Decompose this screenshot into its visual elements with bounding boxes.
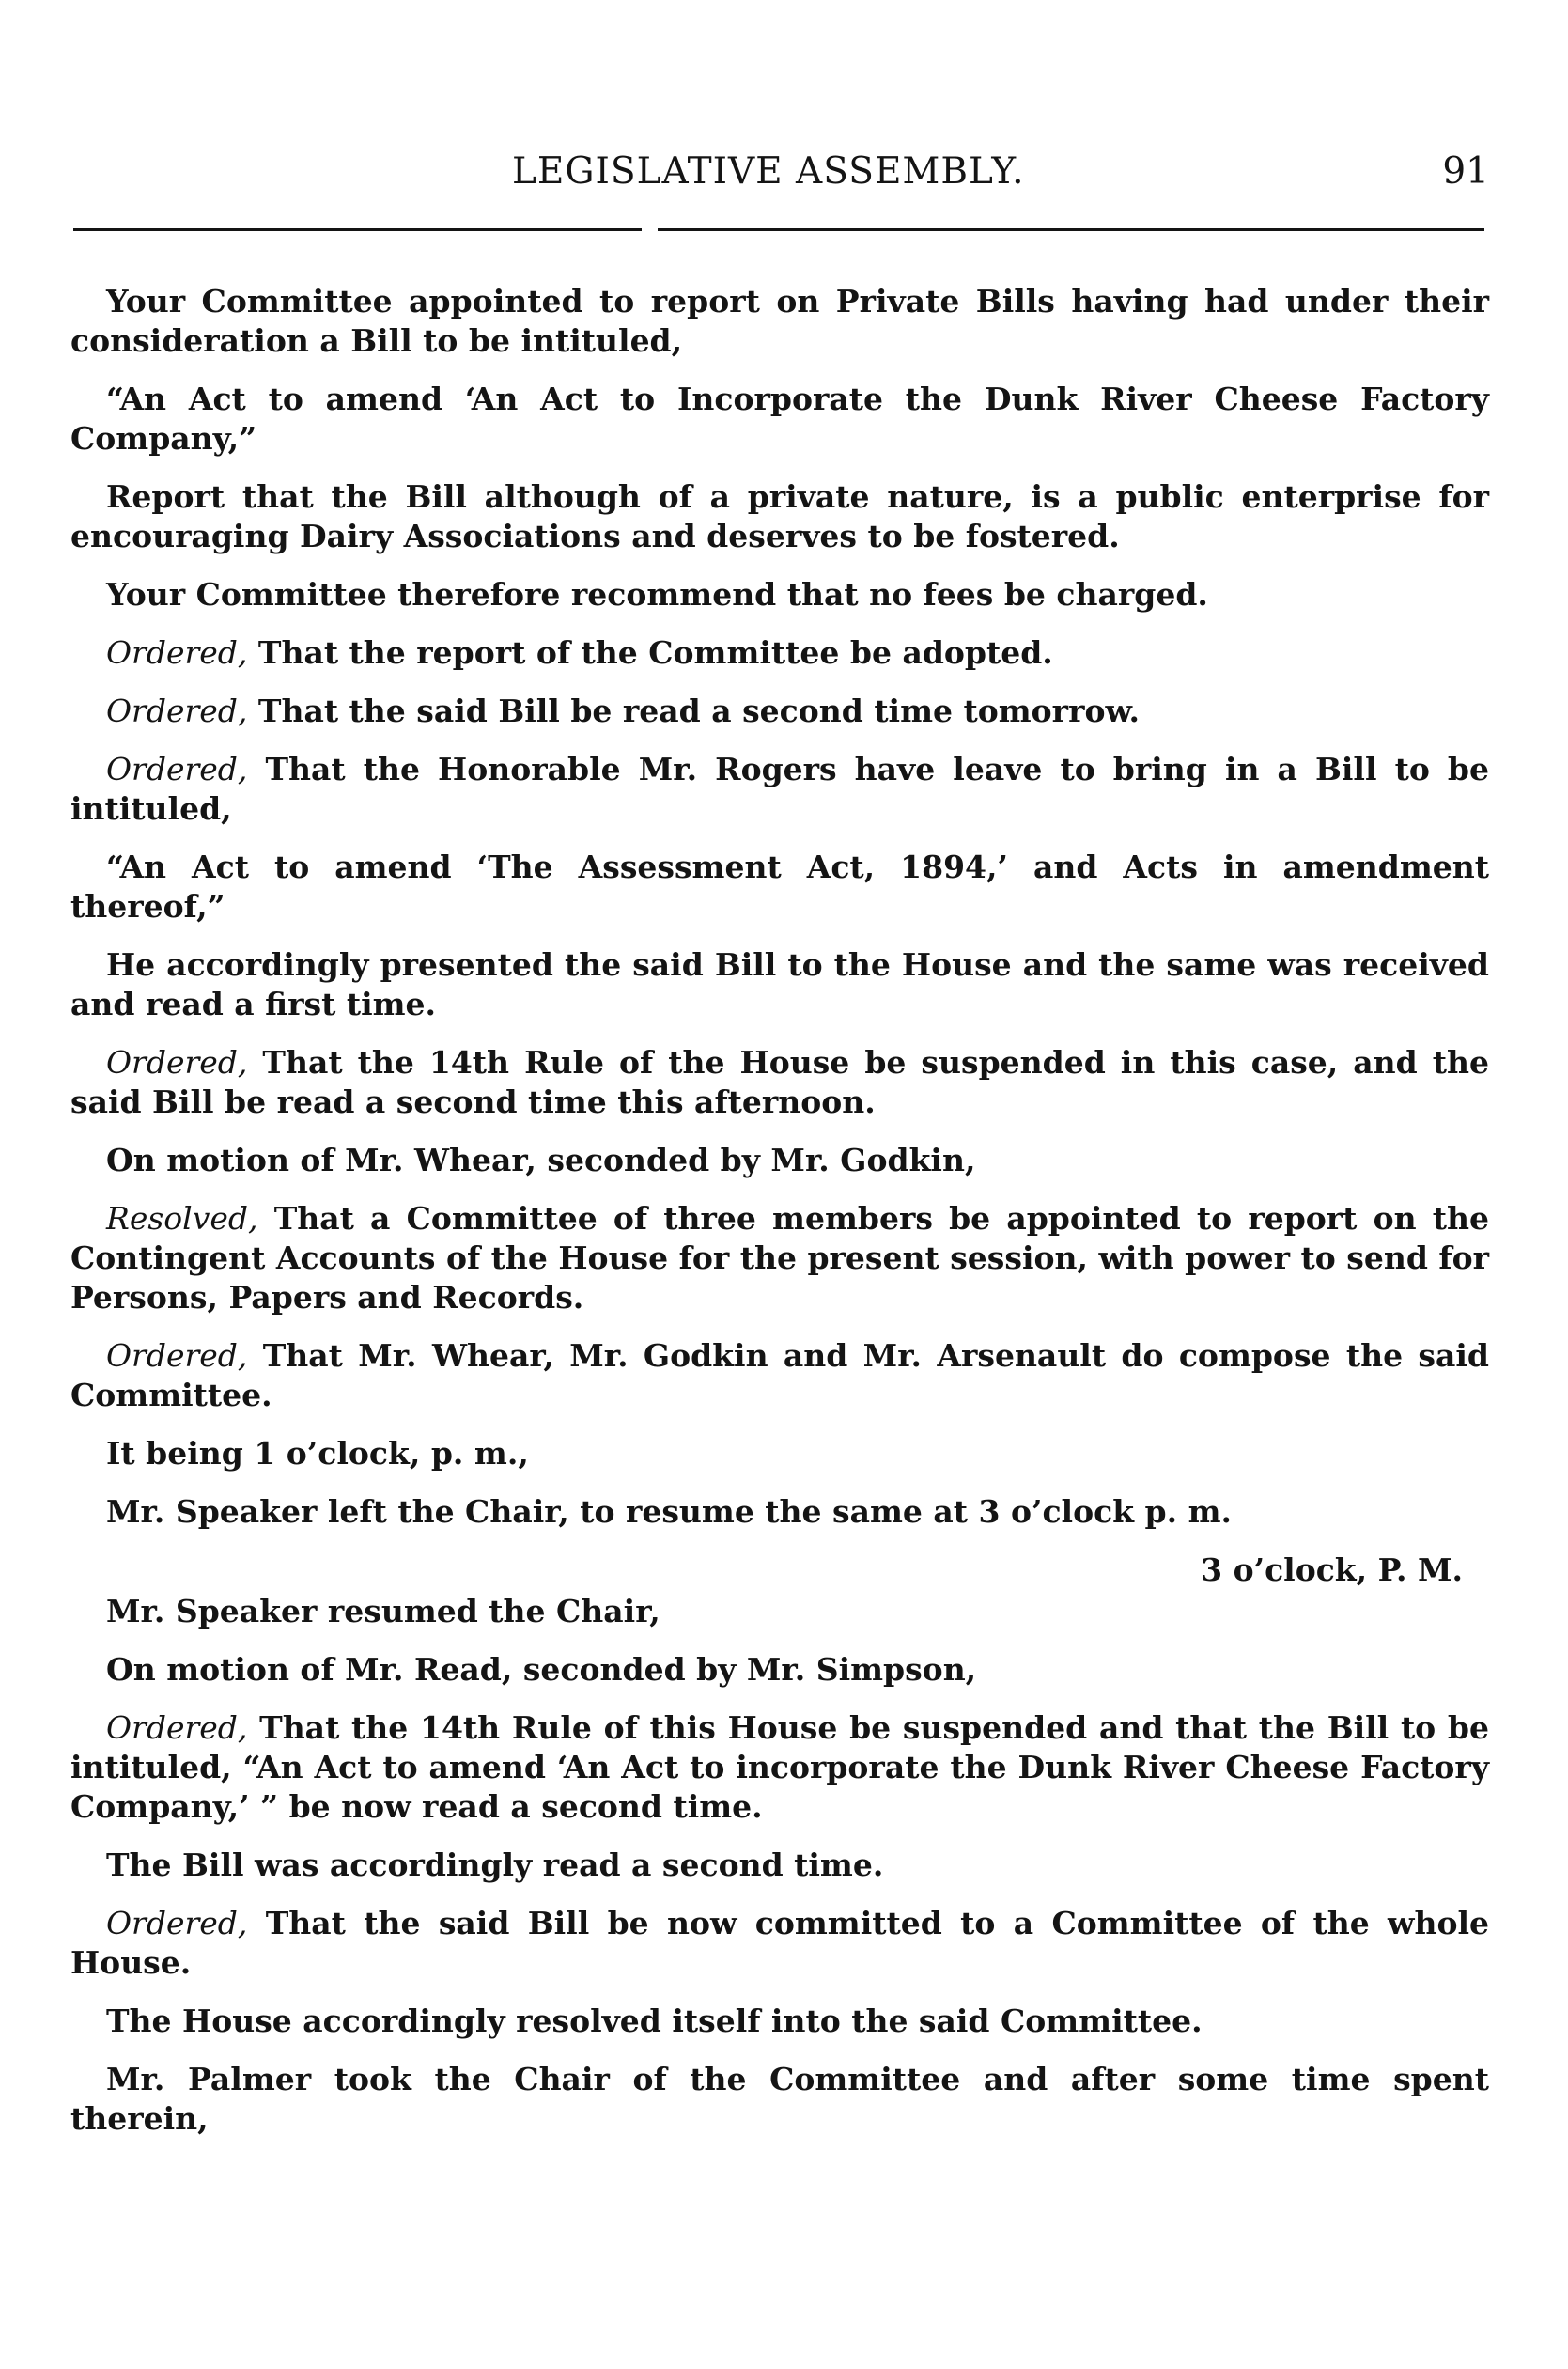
paragraph [70,848,1489,927]
paragraph-label: Ordered, [106,1905,248,1941]
page-number: 91 [1442,150,1489,193]
paragraph-text: Mr. Palmer took the Chair of the Committee and after some time spent therein, [70,2061,1489,2137]
paragraph-text: That the Honorable Mr. Rogers have leave to bring in a Bill to be intituled, [70,751,1489,827]
paragraph [70,1904,1489,1983]
paragraph [70,1592,1489,1631]
paragraph-label: Ordered, [106,1337,248,1374]
header-rule-left [73,228,642,231]
paragraph-text: Mr. Speaker left the Chair, to resume the same at 3 o’clock p. m. [106,1493,1232,1530]
paragraph-text: That Mr. Whear, Mr. Godkin and Mr. Arsenault do compose the said Committee. [70,1337,1489,1413]
paragraph-text: On motion of Mr. Read, seconded by Mr. Simpson, [106,1651,977,1688]
paragraph-text: The Bill was accordingly read a second time. [106,1847,884,1883]
paragraph-label: Ordered, [106,634,248,671]
paragraph-text: That the 14th Rule of the House be suspended in this case, and the said Bill be read a second time this afternoon. [70,1044,1489,1120]
header-rule-right [658,228,1484,231]
paragraph [70,945,1489,1024]
paragraph [70,2060,1489,2139]
paragraph-label: Resolved, [106,1200,258,1237]
paragraph-text: That the said Bill be read a second time tomorrow. [247,693,1141,729]
paragraph [70,1199,1489,1317]
paragraph-text: Your Committee appointed to report on Private Bills having had under their consideration a Bill to be intituled, [70,283,1489,359]
paragraph-text: That the said Bill be now committed to a Committee of the whole House. [70,1905,1489,1981]
body-text [70,282,1489,2158]
paragraph-text: On motion of Mr. Whear, seconded by Mr. Godkin, [106,1142,976,1178]
paragraph [70,477,1489,556]
paragraph-text: The House accordingly resolved itself into the said Committee. [106,2003,1203,2039]
page-header [70,150,1489,207]
paragraph [70,1434,1489,1473]
paragraph [70,1846,1489,1885]
paragraph-text: That a Committee of three members be appointed to report on the Contingent Accounts of the House for the present session, with power to send for Persons, Papers and Records. [70,1200,1489,1316]
paragraph-text: That the 14th Rule of this House be suspended and that the Bill to be intituled, “An Act to amend ‘An Act to incorporate the Dunk River Cheese Factory Company,’ ” be now read a second time. [70,1709,1489,1825]
paragraph-text: Your Committee therefore recommend that no fees be charged. [106,576,1208,613]
paragraph [70,692,1489,731]
paragraph-label: Ordered, [106,693,248,729]
paragraph-text: He accordingly presented the said Bill to the House and the same was received and read a first time. [70,946,1489,1022]
paragraph-label: Ordered, [106,751,248,787]
running-title: LEGISLATIVE ASSEMBLY. [512,150,1025,193]
paragraph [70,575,1489,615]
time-heading: 3 o’clock, P. M. [1201,1551,1463,1588]
paragraph [70,2002,1489,2041]
paragraph-text: That the report of the Committee be adopted. [247,634,1053,671]
paragraph [70,380,1489,459]
paragraph [70,1492,1489,1532]
paragraph [70,1141,1489,1180]
paragraph [70,1650,1489,1690]
paragraph-label: Ordered, [106,1709,248,1746]
paragraph-text: Mr. Speaker resumed the Chair, [106,1593,660,1629]
paragraph-text: “An Act to amend ‘The Assessment Act, 1894,’ and Acts in amendment thereof,” [70,849,1489,925]
paragraph [70,1708,1489,1827]
paragraph [70,1336,1489,1415]
document-page [70,0,1489,2369]
paragraph-text: Report that the Bill although of a private nature, is a public enterprise for encouraging Dairy Associations and deserves to be fostered. [70,478,1489,554]
paragraph [70,1043,1489,1122]
paragraph-text: “An Act to amend ‘An Act to Incorporate the Dunk River Cheese Factory Company,” [70,381,1489,457]
paragraph-label: Ordered, [106,1044,248,1081]
paragraph [70,633,1489,673]
paragraph-text: It being 1 o’clock, p. m., [106,1435,529,1472]
paragraph [70,282,1489,361]
paragraph [70,750,1489,829]
